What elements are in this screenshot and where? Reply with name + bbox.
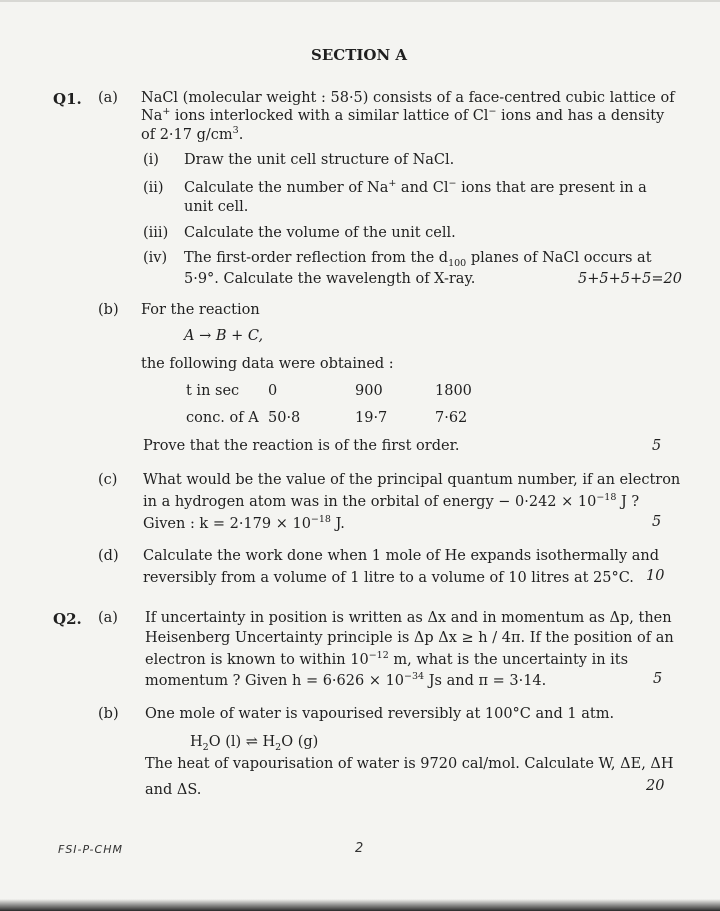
q1b-marks: 5	[652, 438, 662, 454]
q1c-line2: in a hydrogen atom was in the orbital of energy − $0\cdot 242 \times 10^{-18}$ J ?	[143, 492, 640, 510]
q1b-table-row1-label: t in sec	[186, 383, 240, 399]
q1d-line1: Calculate the work done when 1 mole of He expands isothermally and	[143, 548, 660, 564]
q1d-marks: 10	[646, 568, 665, 584]
q1c-label: (c)	[98, 472, 118, 488]
q2b-equation: $H_2O$ (l) ⇌ $H_2O$ (g)	[190, 734, 319, 753]
q1c-marks: 5	[652, 514, 662, 530]
q1b-table-cell: 1800	[435, 383, 472, 399]
section-title: SECTION A	[311, 46, 408, 64]
page-top-edge	[0, 0, 720, 2]
q2a-line4: momentum ? Given $h = 6\cdot 626 \times 10^{-34}$ Js and π = 3·14.	[145, 671, 547, 689]
q1b-table-row2-label: conc. of A	[186, 410, 259, 426]
q1a-ii-label: (ii)	[143, 180, 164, 196]
q1c-line1: What would be the value of the principal quantum number, if an electron	[143, 472, 681, 488]
q1a-iii-label: (iii)	[143, 225, 169, 241]
q1b-table-cell: 0	[268, 383, 278, 399]
q1d-label: (d)	[98, 548, 119, 564]
q1a-iv-label: (iv)	[143, 250, 168, 266]
q1a-iv-line1: The first-order reflection from the $d_{100}$ planes of NaCl occurs at	[184, 250, 652, 269]
footer-paper-code: FSI-P-CHM	[58, 843, 123, 856]
q2a-marks: 5	[653, 671, 663, 687]
scan-bottom-edge	[0, 899, 720, 911]
q2b-label: (b)	[98, 706, 119, 722]
q1b-table-cell: 50·8	[268, 410, 301, 426]
q1a-stem-line1: NaCl (molecular weight : 58·5) consists of a face-centred cubic lattice of	[141, 90, 675, 106]
q1a-ii-line2: unit cell.	[184, 199, 249, 215]
q1a-ii-line1: Calculate the number of Na+ and Cl− ions that are present in a	[184, 178, 647, 196]
q1a-marks: 5+5+5+5=20	[578, 271, 682, 287]
q2a-line2: Heisenberg Uncertainty principle is Δp Δx ≥ h / 4π. If the position of an	[145, 630, 674, 646]
q1a-stem-line2: Na+ ions interlocked with a similar lattice of Cl− ions and has a density	[141, 106, 665, 124]
q1a-stem-line3: of 2·17 $g/cm^3$.	[141, 125, 244, 143]
q1a-iv-line2: 5·9°. Calculate the wavelength of X-ray.	[184, 271, 476, 287]
q1a-label: (a)	[98, 90, 118, 106]
q1a-i-text: Draw the unit cell structure of NaCl.	[184, 152, 455, 168]
q1d-line2: reversibly from a volume of 1 litre to a volume of 10 litres at 25°C.	[143, 570, 634, 586]
footer-page-number: 2	[355, 841, 365, 856]
q2b-marks: 20	[646, 778, 665, 794]
q1b-data-intro: the following data were obtained :	[141, 356, 394, 372]
q1b-prove: Prove that the reaction is of the first order.	[143, 438, 460, 454]
q2b-line3: and ΔS.	[145, 782, 202, 798]
q1b-table-cell: 7·62	[435, 410, 468, 426]
q1a-i-label: (i)	[143, 152, 159, 168]
q2a-line3: electron is known to within $10^{-12}$ m, what is the uncertainty in its	[145, 650, 629, 668]
q1b-label: (b)	[98, 302, 119, 318]
q1a-iii-text: Calculate the volume of the unit cell.	[184, 225, 456, 241]
q2a-label: (a)	[98, 610, 118, 626]
q1b-table-cell: 900	[355, 383, 383, 399]
q2a-line1: If uncertainty in position is written as Δx and in momentum as Δp, then	[145, 610, 672, 626]
q1b-reaction: A → B + C,	[184, 328, 264, 344]
q1c-line3: Given : $k = 2\cdot 179 \times 10^{-18}$ J.	[143, 514, 345, 532]
q2b-line1: One mole of water is vapourised reversibly at 100°C and 1 atm.	[145, 706, 615, 722]
q1-number: Q1.	[53, 90, 82, 108]
q1b-intro: For the reaction	[141, 302, 260, 318]
q2-number: Q2.	[53, 610, 82, 628]
q1b-table-cell: 19·7	[355, 410, 388, 426]
q2b-line2: The heat of vapourisation of water is 9720 cal/mol. Calculate W, ΔE, ΔH	[145, 756, 674, 772]
